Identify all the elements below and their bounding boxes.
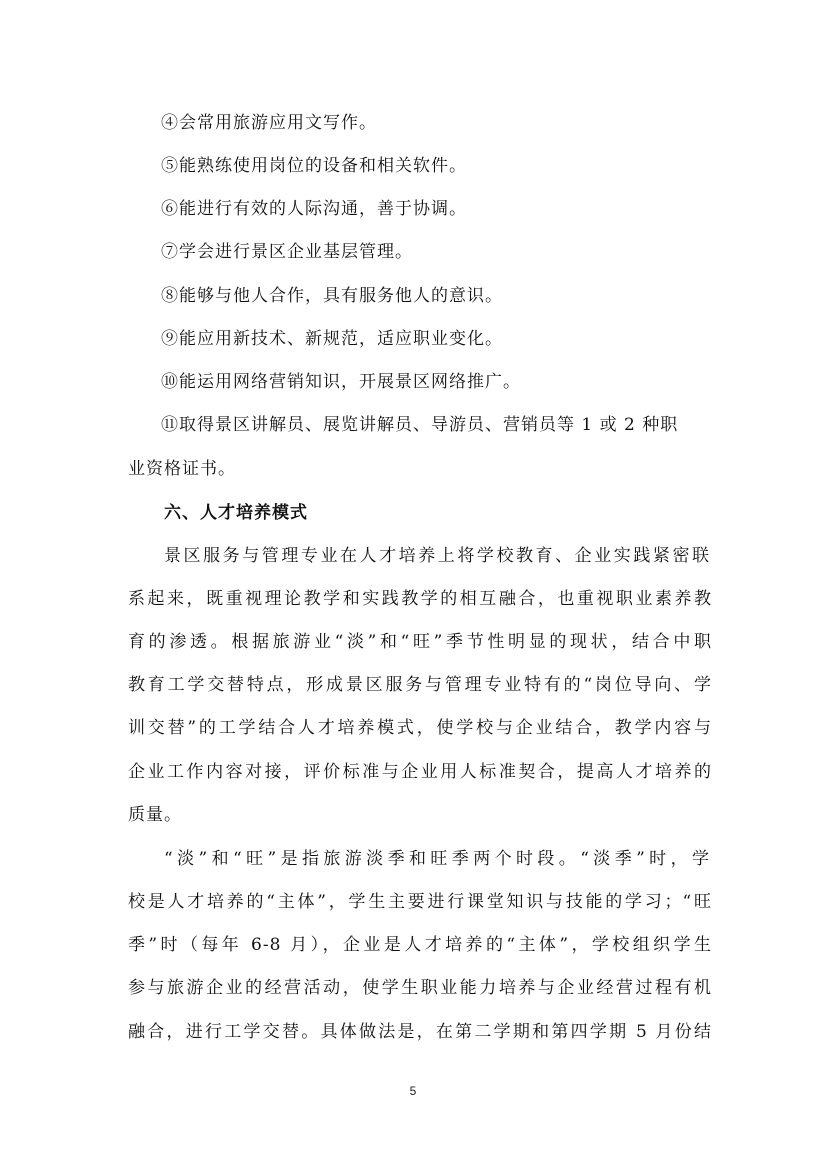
- paragraph-line: 质量。: [128, 805, 182, 825]
- list-item: ④会常用旅游应用文写作。: [161, 113, 377, 133]
- paragraph-line: 教育工学交替特点，形成景区服务与管理专业特有的“岗位导向、学: [128, 675, 712, 695]
- paragraph-line: 季”时（每年 6-8 月），企业是人才培养的“主体”，学校组织学生: [128, 935, 712, 955]
- paragraph-line: 企业工作内容对接，评价标准与企业用人标准契合，提高人才培养的: [128, 762, 712, 782]
- list-item: ⑤能熟练使用岗位的设备和相关软件。: [161, 156, 467, 176]
- list-item: ⑩能运用网络营销知识，开展景区网络推广。: [161, 372, 521, 392]
- list-item-continuation: 业资格证书。: [128, 459, 236, 479]
- paragraph-line: 校是人才培养的“主体”，学生主要进行课堂知识与技能的学习；“旺: [128, 892, 712, 912]
- paragraph-line: 景区服务与管理专业在人才培养上将学校教育、企业实践紧密联: [164, 546, 710, 566]
- paragraph-line: 融合，进行工学交替。具体做法是，在第二学期和第四学期 5 月份结: [128, 1022, 712, 1042]
- list-item: ⑨能应用新技术、新规范，适应职业变化。: [161, 329, 503, 349]
- paragraph-line: 系起来，既重视理论教学和实践教学的相互融合，也重视职业素养教: [128, 589, 712, 609]
- paragraph-line: 训交替”的工学结合人才培养模式，使学校与企业结合，教学内容与: [128, 718, 712, 738]
- page-number: 5: [409, 1084, 417, 1098]
- list-item: ⑥能进行有效的人际沟通，善于协调。: [161, 199, 467, 219]
- section-heading: 六、人才培养模式: [164, 503, 308, 523]
- paragraph-line: 育的渗透。根据旅游业“淡”和“旺”季节性明显的现状，结合中职: [128, 632, 712, 652]
- paragraph-line: 参与旅游企业的经营活动，使学生职业能力培养与企业经营过程有机: [128, 978, 712, 998]
- list-item: ⑧能够与他人合作，具有服务他人的意识。: [161, 286, 503, 306]
- list-item: ⑦学会进行景区企业基层管理。: [161, 242, 413, 262]
- list-item: ⑪取得景区讲解员、展览讲解员、导游员、营销员等 1 或 2 种职: [161, 415, 679, 435]
- paragraph-line: “淡”和“旺”是指旅游淡季和旺季两个时段。“淡季”时，学: [164, 849, 710, 869]
